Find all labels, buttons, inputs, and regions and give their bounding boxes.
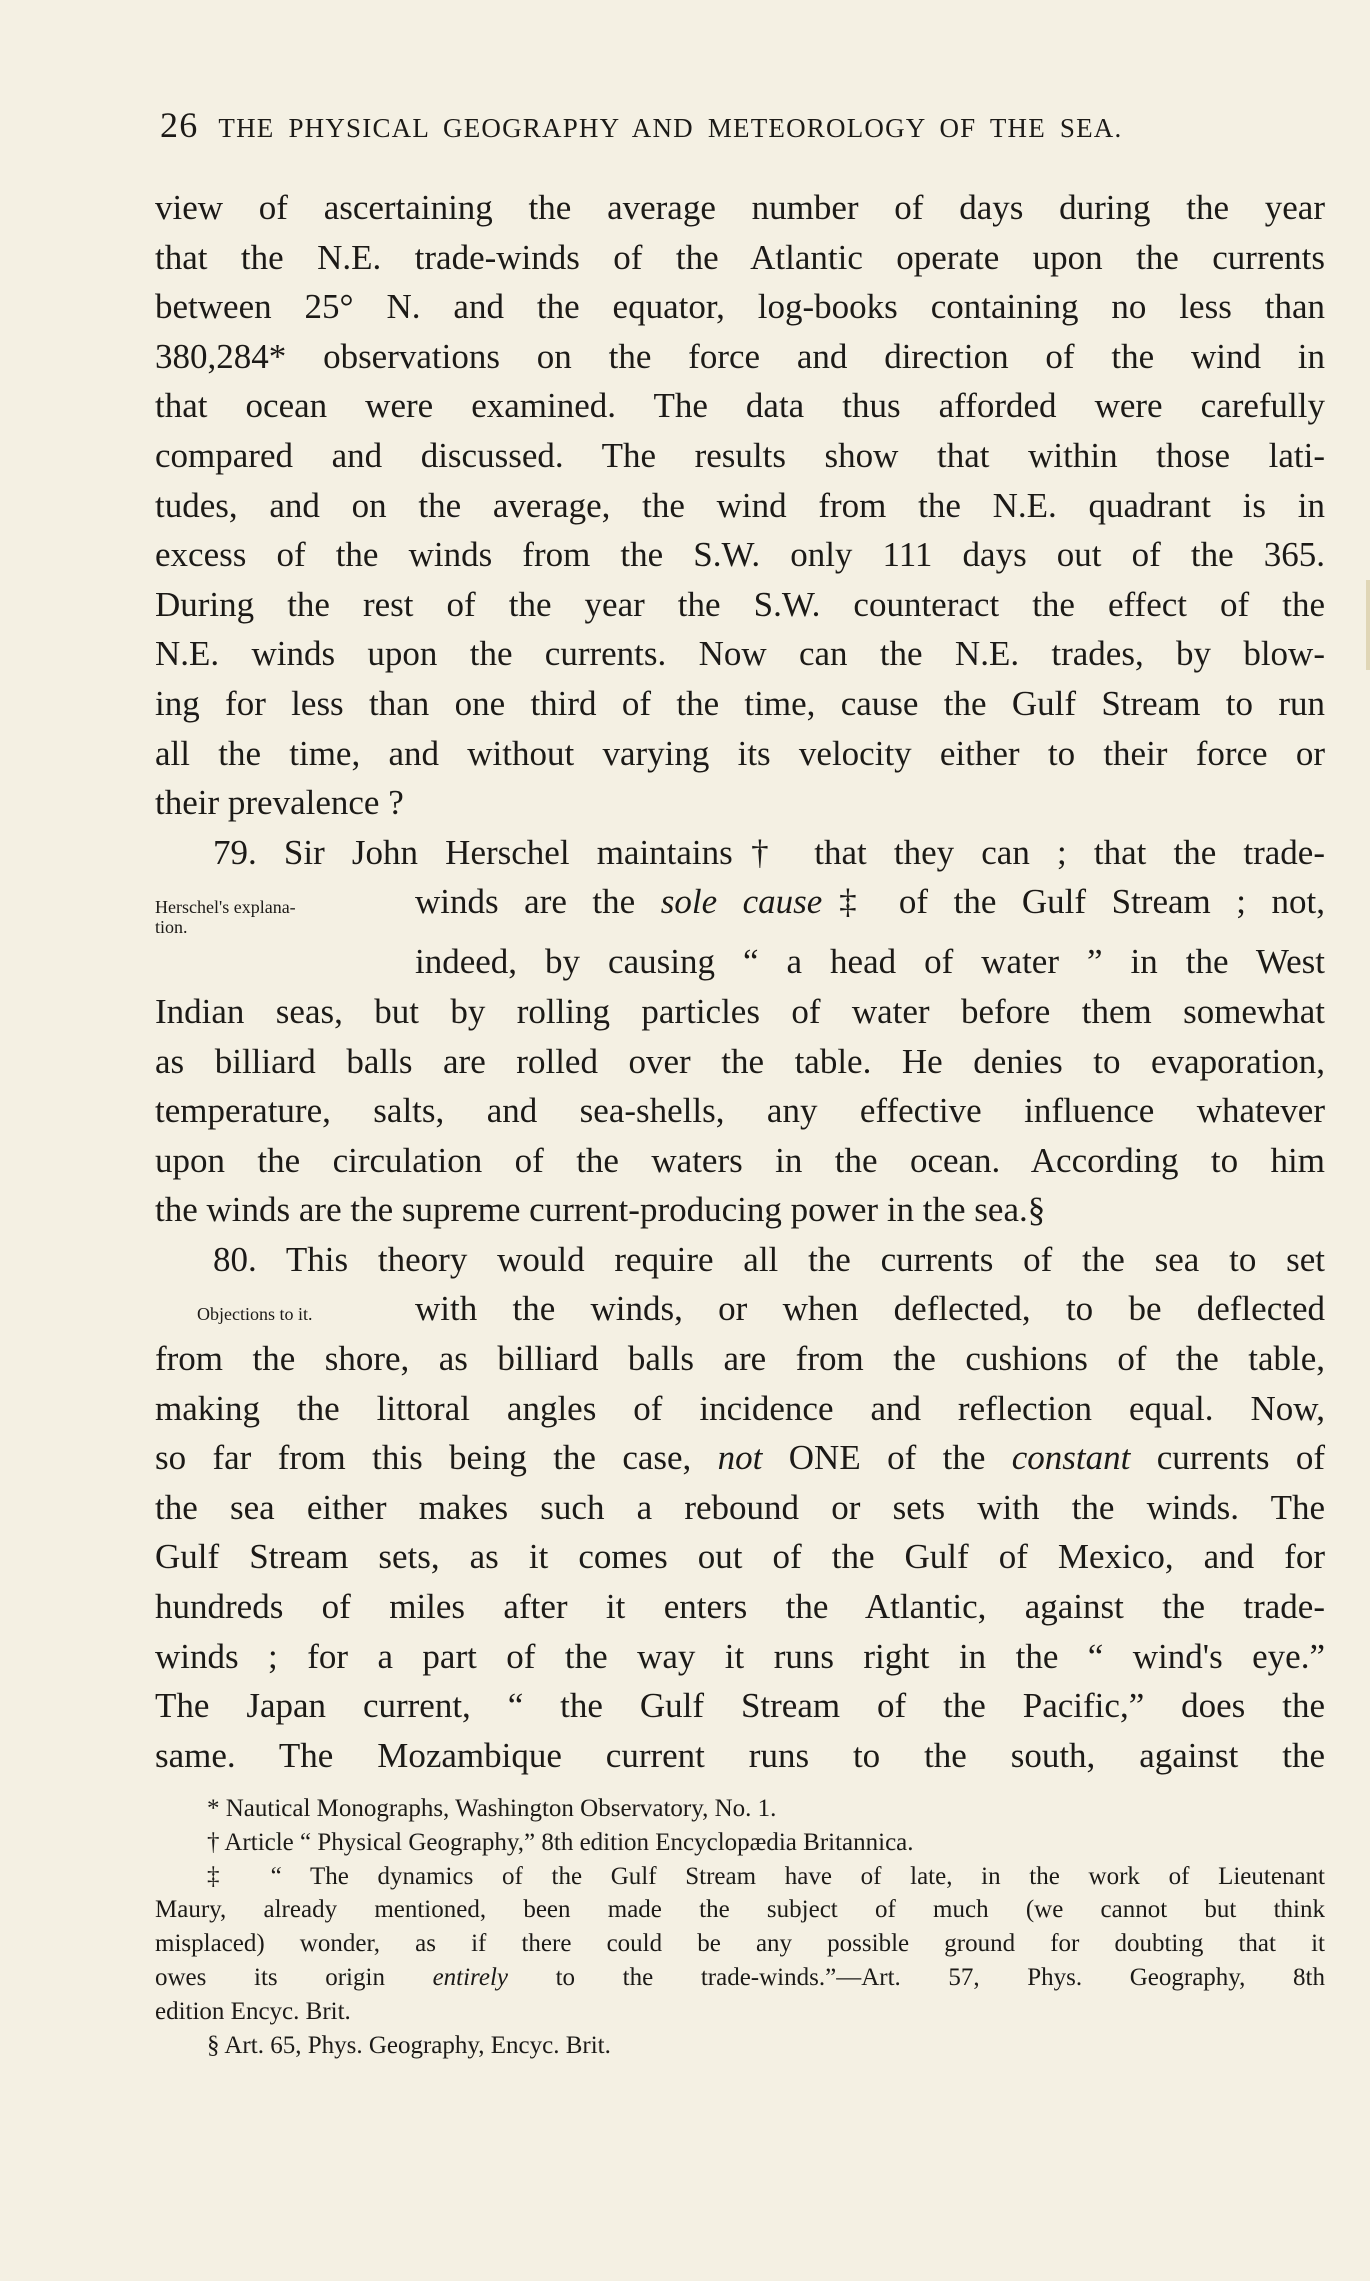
text-line: same. The Mozambique current runs to the south, against the — [155, 1735, 1325, 1775]
footnote: ‡ “ The dynamics of the Gulf Stream have of late, in the work of Lieutenant — [207, 1862, 1325, 1890]
text-line: as billiard balls are rolled over the table. He denies to evaporation, — [155, 1041, 1325, 1081]
emphasis: constant — [1011, 1438, 1131, 1478]
text-line: with the winds, or when deflected, to be deflected — [415, 1289, 1325, 1329]
footnote: † Article “ Physical Geography,” 8th edition Encyclopædia Britannica. — [207, 1828, 914, 1856]
text-line: the sea either makes such a rebound or sets with the winds. The — [155, 1487, 1325, 1527]
text-line: making the littoral angles of incidence and reflection equal. Now, — [155, 1388, 1325, 1428]
paragraph-79-start: 79. Sir John Herschel maintains† that they can ; that the trade- — [213, 832, 1325, 872]
footnote-line — [155, 1961, 1325, 1995]
footnote: * Nautical Monographs, Washington Observatory, No. 1. — [207, 1795, 777, 1822]
side-note-objections: Objections to it. — [197, 1304, 313, 1325]
text-line: compared and discussed. The results show that within those lati- — [155, 435, 1325, 475]
text-run: currents of — [1130, 1438, 1325, 1478]
side-note-herschel — [155, 897, 415, 937]
text-line: view of ascertaining the average number of days during the year — [155, 188, 1325, 227]
text-line: that ocean were examined. The data thus afforded were carefully — [155, 386, 1325, 426]
text-line: their prevalence ? — [155, 783, 404, 823]
text-line: that the N.E. trade-winds of the Atlantic operate upon the currents — [155, 237, 1325, 277]
running-header — [160, 104, 1240, 146]
body-text — [155, 183, 1325, 1780]
text-line: upon the circulation of the waters in the ocean. According to him — [155, 1140, 1325, 1180]
text-line: winds ; for a part of the way it runs right in the “ wind's eye.” — [155, 1636, 1325, 1676]
text-run: to the trade-winds.”—Art. 57, Phys. Geography, 8th — [508, 1963, 1325, 1991]
text-line: Gulf Stream sets, as it comes out of the Gulf of Mexico, and for — [155, 1537, 1325, 1577]
text-line: N.E. winds upon the currents. Now can the N.E. trades, by blow- — [155, 634, 1325, 674]
text-run: ‡ of the Gulf Stream ; not, — [822, 882, 1326, 922]
paragraph-79-sidenote-row — [155, 877, 1325, 937]
text-run: ONE of the — [762, 1438, 1012, 1478]
footnote: § Art. 65, Phys. Geography, Encyc. Brit. — [207, 2031, 611, 2059]
footnotes — [155, 1792, 1325, 2062]
text-line: 380,284* observations on the force and direction of the wind in — [155, 336, 1325, 376]
text-run: winds are the — [415, 882, 661, 922]
text-line — [155, 1433, 1325, 1483]
emphasis: sole cause — [660, 882, 823, 922]
text-line: The Japan current, “ the Gulf Stream of the Pacific,” does the — [155, 1686, 1325, 1726]
text-line: During the rest of the year the S.W. counteract the effect of the — [155, 584, 1325, 624]
text-line: excess of the winds from the S.W. only 111 days out of the 365. — [155, 535, 1325, 575]
footnote-line: Maury, already mentioned, been made the subject of much (we cannot but think — [155, 1896, 1325, 1924]
text-line: the winds are the supreme current-producing power in the sea.§ — [155, 1190, 1046, 1230]
emphasis: entirely — [432, 1963, 508, 1991]
side-note-text: tion. — [155, 917, 188, 938]
paragraph-80-sidenote-row — [155, 1284, 1325, 1334]
page-edge-shadow — [1366, 580, 1370, 670]
text-line: between 25° N. and the equator, log-books containing no less than — [155, 287, 1325, 327]
text-line: hundreds of miles after it enters the Atlantic, against the trade- — [155, 1587, 1325, 1627]
footnote-line: edition Encyc. Brit. — [155, 1997, 351, 2025]
running-title: THE PHYSICAL GEOGRAPHY AND METEOROLOGY OF THE SEA. — [218, 113, 1123, 143]
text-line: all the time, and without varying its velocity either to their force or — [155, 733, 1325, 773]
text-line: ing for less than one third of the time, cause the Gulf Stream to run — [155, 683, 1325, 723]
text-line: temperature, salts, and sea-shells, any effective influence whatever — [155, 1091, 1325, 1131]
text-line: Indian seas, but by rolling particles of water before them somewhat — [155, 991, 1325, 1031]
text-line: indeed, by causing “ a head of water ” in the West — [415, 942, 1325, 982]
side-note-text: Herschel's explana- — [155, 897, 296, 918]
text-run: owes its origin — [155, 1963, 433, 1991]
page-number: 26 — [160, 105, 199, 145]
text-run: so far from this being the case, — [155, 1438, 718, 1478]
text-line: from the shore, as billiard balls are from the cushions of the table, — [155, 1339, 1325, 1379]
text-line — [415, 877, 1325, 927]
footnote-line: misplaced) wonder, as if there could be any possible ground for doubting that it — [155, 1930, 1325, 1958]
paragraph-80-start: 80. This theory would require all the currents of the sea to set — [213, 1239, 1325, 1279]
text-line: tudes, and on the average, the wind from the N.E. quadrant is in — [155, 485, 1325, 525]
emphasis: not — [717, 1438, 763, 1478]
